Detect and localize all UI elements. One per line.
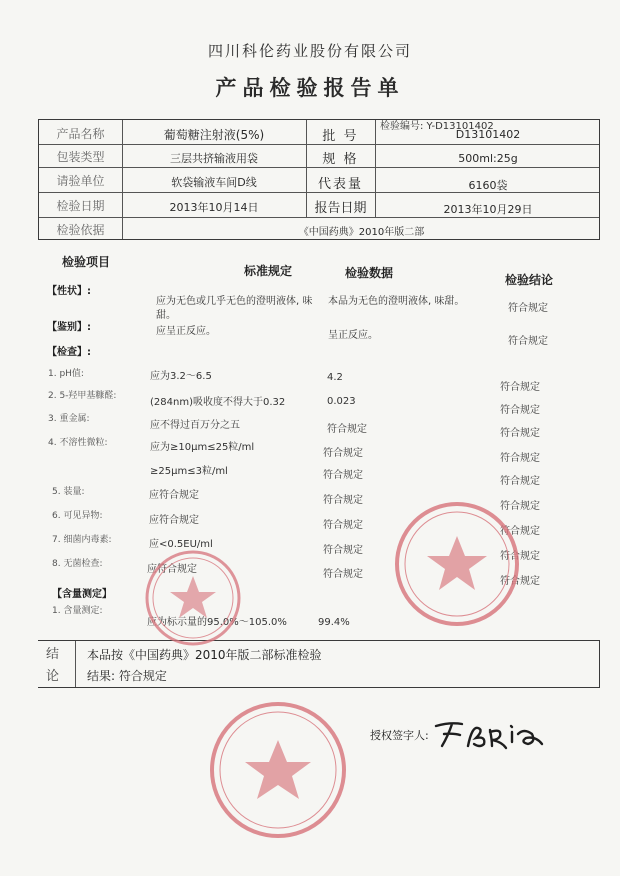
quality-dedicated-seal-stamp	[208, 700, 348, 840]
info-table	[38, 119, 600, 240]
inspection-data: 符合规定	[323, 520, 363, 531]
inspection-standard: 应为≥10μm≤25粒/ml	[150, 442, 255, 453]
inspection-standard: (284nm)吸收度不得大于0.32	[150, 397, 286, 408]
inspection-conclusion: 符合规定	[500, 501, 540, 512]
inspection-standard: 应为3.2～6.5	[150, 371, 212, 382]
inspection-conclusion: 符合规定	[500, 551, 540, 562]
col-standard-header: 标准规定	[244, 264, 293, 278]
requester-label: 请验单位	[56, 174, 105, 188]
assay-data: 99.4%	[318, 617, 350, 628]
inspection-item: 4. 不溶性微粒:	[48, 438, 108, 448]
report-date-value: 2013年10月29日	[443, 203, 533, 216]
identification-conclusion: 符合规定	[508, 336, 548, 347]
inspection-conclusion: 符合规定	[500, 476, 540, 487]
inspection-item: 2. 5-羟甲基糠醛:	[48, 391, 117, 401]
signature-label: 授权签字人:	[370, 729, 429, 742]
inspection-item: 1. pH值:	[48, 369, 84, 379]
inspection-data: 符合规定	[323, 569, 363, 580]
inspection-item: 7. 细菌内毒素:	[52, 535, 112, 545]
batch-label: 批 号	[322, 129, 359, 144]
identification-label: 【鉴别】:	[47, 322, 91, 333]
inspection-standard: ≥25μm≤3粒/ml	[150, 466, 228, 477]
inspection-conclusion: 符合规定	[500, 405, 540, 416]
assay-item: 1. 含量测定:	[52, 606, 103, 616]
assay-standard: 应为标示量的95.0%～105.0%	[147, 617, 287, 628]
test-date-value: 2013年10月14日	[169, 201, 259, 214]
inspection-conclusion: 符合规定	[500, 453, 540, 464]
conclusion-line-1: 本品按《中国药典》2010年版二部标准检验	[87, 648, 322, 662]
spec-label: 规 格	[322, 152, 359, 167]
handwritten-signature	[432, 718, 547, 756]
inspection-data: 符合规定	[323, 495, 363, 506]
product-name-value: 葡萄糖注射液(5%)	[163, 128, 265, 142]
inspection-label: 【检查】:	[47, 347, 91, 358]
inspection-conclusion: 符合规定	[500, 576, 540, 587]
requester-value: 软袋输液车间D线	[171, 176, 257, 189]
inspection-standard: 应符合规定	[149, 490, 199, 501]
conclusion-line-2: 结果: 符合规定	[87, 669, 167, 683]
inspection-standard: 应符合规定	[149, 515, 199, 526]
spec-value: 500ml:25g	[458, 152, 518, 165]
inspection-data: 符合规定	[323, 448, 363, 459]
inspection-conclusion: 符合规定	[500, 428, 540, 439]
character-data: 本品为无色的澄明液体, 味甜。	[328, 296, 465, 307]
assay-label: 【含量测定】	[52, 589, 112, 600]
inspection-conclusion: 符合规定	[500, 382, 540, 393]
document-title: 产品检验报告单	[215, 76, 405, 100]
sample-value: 6160袋	[468, 179, 508, 192]
inspection-item: 6. 可见异物:	[52, 511, 103, 521]
inspection-item: 3. 重金属:	[48, 414, 90, 424]
col-data-header: 检验数据	[345, 266, 394, 280]
product-name-label: 产品名称	[56, 127, 105, 141]
identification-data: 呈正反应。	[328, 330, 378, 341]
package-value: 三层共挤输液用袋	[170, 152, 258, 165]
inspection-item: 5. 装量:	[52, 487, 85, 497]
inspection-standard: 应符合规定	[147, 564, 197, 575]
inspection-standard: 应不得过百万分之五	[150, 420, 240, 431]
basis-label: 检验依据	[56, 223, 105, 237]
quality-dept-seal-stamp	[393, 500, 521, 628]
package-label: 包装类型	[56, 150, 105, 164]
batch-value: D13101402	[455, 128, 521, 141]
col-item-header: 检验项目	[62, 255, 111, 269]
conclusion-label-top: 结	[46, 647, 60, 662]
col-conclusion-header: 检验结论	[505, 273, 554, 287]
conclusion-label-bottom: 论	[46, 669, 60, 684]
character-standard-1: 应为无色或几乎无色的澄明液体, 味	[156, 296, 313, 307]
inspection-conclusion: 符合规定	[500, 526, 540, 537]
report-number: 检验编号: Y-D13101402	[380, 121, 494, 132]
character-label: 【性状】:	[47, 286, 91, 297]
sample-label: 代表量	[317, 177, 363, 192]
company-seal-stamp	[143, 548, 243, 648]
basis-value: 《中国药典》2010年版二部	[298, 227, 425, 238]
identification-standard: 应呈正反应。	[156, 326, 216, 337]
test-date-label: 检验日期	[56, 199, 105, 213]
inspection-data: 0.023	[327, 396, 356, 407]
character-standard-2: 甜。	[156, 310, 176, 321]
character-conclusion: 符合规定	[508, 303, 548, 314]
inspection-standard: 应<0.5EU/ml	[149, 539, 213, 550]
inspection-data: 符合规定	[323, 470, 363, 481]
company-name: 四川科伦药业股份有限公司	[207, 42, 412, 60]
inspection-data: 符合规定	[323, 545, 363, 556]
inspection-data: 4.2	[327, 372, 343, 383]
report-date-label: 报告日期	[314, 201, 367, 216]
inspection-data: 符合规定	[327, 424, 367, 435]
inspection-item: 8. 无菌检查:	[52, 559, 103, 569]
